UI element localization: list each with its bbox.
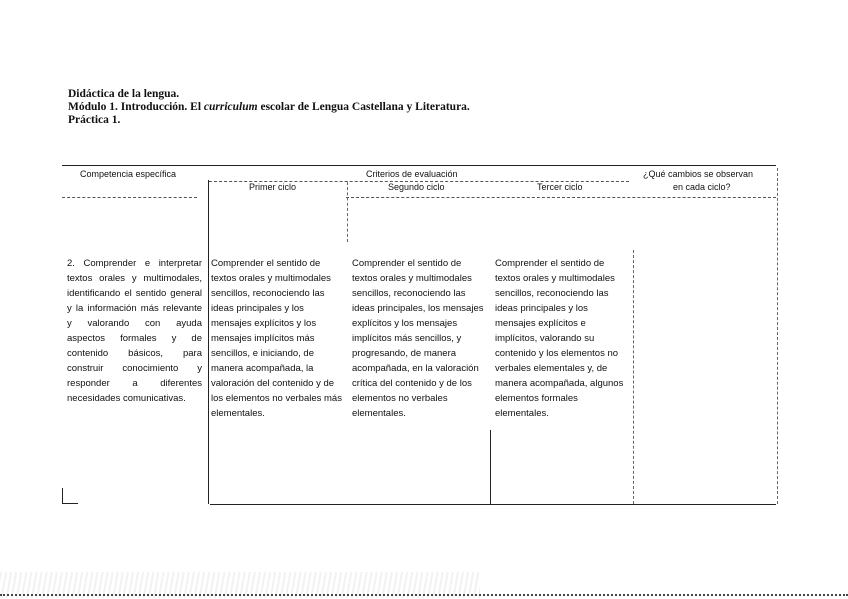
- curriculum-word: curriculum: [203, 101, 258, 113]
- header-bottom-left: [62, 197, 197, 198]
- module-title: Módulo 1. Introducción. El curriculum escolar de Lengua Castellana y Literatura.: [68, 101, 470, 113]
- header-competencia: Competencia específica: [80, 169, 177, 179]
- header-criterios: Criterios de evaluación: [366, 169, 458, 179]
- document-header: [68, 88, 470, 127]
- table-top-border: [62, 165, 776, 166]
- scan-edge: [0, 594, 848, 596]
- table-right-edge: [777, 168, 778, 504]
- col-divider-4: [633, 250, 634, 504]
- course-title: Didáctica de la lengua.: [68, 88, 180, 100]
- cell-segundo-ciclo: Comprender el sentido de textos orales y multimodales sencillos, reconociendo las ideas principales, los mensajes explícitos y los mensajes implícitos más sencillos, y progresando, de manera acompañada, en la valoración crítica del contenido y de los elementos no verbales elementales.: [352, 258, 484, 419]
- col-divider-3: [490, 430, 491, 504]
- table-bottom-border: [210, 504, 776, 505]
- header-cambios-2: en cada ciclo?: [673, 182, 731, 192]
- header-tercer-ciclo: Tercer ciclo: [537, 182, 583, 192]
- col-divider-2-top: [347, 182, 348, 242]
- cell-primer-ciclo: Comprender el sentido de textos orales y multimodales sencillos, reconociendo las ideas principales y los mensajes explícitos y los mensajes implícitos más sencillos, e iniciando, de manera acompañada, la valoración del contenido y de los elementos no verbales más elementales.: [211, 258, 342, 419]
- header-bottom-right: [346, 197, 776, 198]
- table-corner-mark: [62, 503, 78, 504]
- table-left-edge: [62, 488, 63, 503]
- practice-title: Práctica 1.: [68, 114, 121, 126]
- header-primer-ciclo: Primer ciclo: [249, 182, 297, 192]
- header-cambios-1: ¿Qué cambios se observan: [643, 169, 754, 179]
- cell-tercer-ciclo: Comprender el sentido de textos orales y multimodales sencillos, reconociendo las ideas principales y los mensajes explícitos e implícitos, valorando su contenido y los elementos no verbales elementales y, de manera acompañada, algunos elementos formales elementales.: [495, 258, 624, 419]
- cell-competencia: 2. Comprender e interpretar textos orales y multimodales, identificando el sentido general y la información más relevante y valorando con ayuda aspectos formales y de contenido básicos, para construir conocimiento y responder a diferentes necesidades comunicativas.: [67, 258, 202, 404]
- col-divider-1: [208, 180, 209, 504]
- header-segundo-ciclo: Segundo ciclo: [388, 182, 445, 192]
